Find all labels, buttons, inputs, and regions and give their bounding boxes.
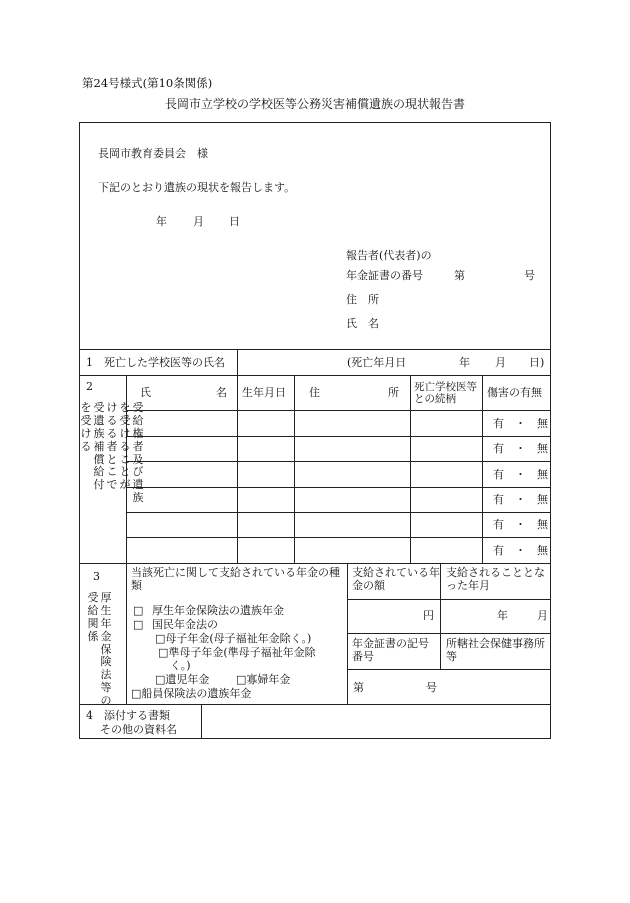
checkbox-kosei[interactable]: □ (133, 604, 144, 617)
address-label: 住 所 (346, 293, 379, 306)
item-senin[interactable]: □船員保険法の遺族年金 (131, 687, 252, 700)
section2-vcol-1: 受 給 権 者 及 び 遺 族 (132, 401, 144, 505)
statement: 下記のとおり遺族の現状を報告します。 (98, 181, 296, 194)
divider-row-1 (126, 436, 551, 437)
cert-label: 年金証書の記号番号 (352, 637, 429, 663)
amount-yen: 円 (423, 609, 434, 622)
section4-line2: その他の資料名 (100, 723, 177, 736)
header-disability: 傷害の有無 (487, 386, 542, 399)
form-number: 第24号様式(第10条関係) (82, 76, 213, 90)
item-kosei: 厚生年金保険法の遺族年金 (152, 604, 284, 617)
date-day: 日 (229, 215, 240, 228)
item-kafu[interactable]: □寡婦年金 (236, 673, 291, 686)
section2-vcol-5: を 受 け る (80, 401, 92, 453)
divider-section3-mid (347, 633, 551, 634)
vline-section3-right (440, 563, 441, 669)
section1-death-date-label: (死亡年月日 (347, 356, 407, 369)
divider-section2-header (126, 410, 551, 411)
row5-disability[interactable]: 有 ・ 無 (493, 518, 548, 531)
section3-number: 3 (93, 570, 100, 583)
cert-suffix: 号 (426, 681, 437, 694)
form-title: 長岡市立学校の学校医等公務災害補償遺族の現状報告書 (164, 97, 465, 111)
section2-vcol-2: を 受 け る こ と が (119, 401, 131, 492)
name-label: 氏 名 (346, 317, 379, 330)
header-amount: 支給されている年金の額 (352, 566, 440, 592)
row1-disability[interactable]: 有 ・ 無 (493, 417, 548, 430)
divider-section4-top (79, 704, 551, 705)
divider-section3-top (79, 563, 551, 564)
cert-prefix: 第 (353, 681, 364, 694)
item-junboshi-cont: く。) (170, 659, 191, 672)
vline-section1 (237, 349, 238, 375)
header-relation: 死亡学校医等との続柄 (414, 381, 477, 406)
section2-number: 2 (86, 380, 93, 393)
section1-day: 日) (529, 356, 545, 369)
pension-number-prefix: 第 (454, 269, 465, 282)
item-kokumin: 国民年金法の (152, 618, 218, 631)
divider-row-2 (126, 461, 551, 462)
office-label: 所轄社会保健事務所等 (446, 637, 545, 663)
section2-vertical-label (80, 402, 144, 505)
date-year: 年 (156, 215, 167, 228)
divider-section3-low (347, 669, 551, 670)
header-addr-a: 住 (309, 386, 320, 399)
section3-vertical-label (87, 592, 112, 708)
row6-disability[interactable]: 有 ・ 無 (493, 544, 548, 557)
section2-vcol-4: 受 遺 族 補 償 給 付 (93, 401, 105, 492)
item-junboshi[interactable]: □準母子年金(準母子福祉年金除 (158, 646, 316, 659)
divider-row-4 (126, 512, 551, 513)
reporter-label: 報告者(代表者)の (346, 249, 432, 262)
start-month: 月 (537, 609, 548, 622)
divider-section2-top (79, 375, 551, 376)
item-iji[interactable]: □遺児年金 (155, 673, 210, 686)
start-year: 年 (497, 609, 508, 622)
pension-number-label: 年金証書の番号 (346, 269, 423, 282)
pension-number-suffix: 号 (524, 269, 535, 282)
checkbox-kokumin[interactable]: □ (133, 618, 144, 631)
header-addr-b: 所 (388, 386, 399, 399)
vline-relation-disability (482, 375, 483, 563)
section3-vcol-2: 受 給 関 係 (87, 591, 99, 643)
vline-addr-relation (410, 375, 411, 563)
section1-label: 1 死亡した学校医等の氏名 (86, 356, 225, 369)
vline-birth-addr (294, 375, 295, 563)
section1-year: 年 (459, 356, 470, 369)
vline-section3-mid (347, 563, 348, 704)
section3-vcol-1: 厚 生 年 金 保 険 法 等 の (100, 591, 112, 708)
row2-disability[interactable]: 有 ・ 無 (493, 442, 548, 455)
row3-disability[interactable]: 有 ・ 無 (493, 468, 548, 481)
item-boshi[interactable]: □母子年金(母子福祉年金除く。) (155, 632, 312, 645)
header-name-b: 名 (216, 386, 227, 399)
divider-row-3 (126, 487, 551, 488)
header-pension-type: 当該死亡に関して支給されている年金の種類 (131, 566, 340, 592)
section2-vcol-3: け る る 者 と こ で (106, 401, 118, 492)
vline-section4 (201, 704, 202, 739)
header-name-a: 氏 (140, 386, 151, 399)
vline-section3-left (126, 563, 127, 704)
header-start-date: 支給されることとなった年月 (446, 566, 545, 592)
divider-row-5 (126, 537, 551, 538)
date-month: 月 (193, 215, 204, 228)
divider-section1-top (79, 349, 551, 350)
section1-month: 月 (495, 356, 506, 369)
header-birth: 生年月日 (242, 386, 286, 399)
addressee: 長岡市教育委員会 様 (98, 147, 208, 160)
section4-line1: 4 添付する書類 (86, 709, 170, 722)
row4-disability[interactable]: 有 ・ 無 (493, 493, 548, 506)
divider-section3-header (347, 599, 551, 600)
vline-name-birth (237, 375, 238, 563)
